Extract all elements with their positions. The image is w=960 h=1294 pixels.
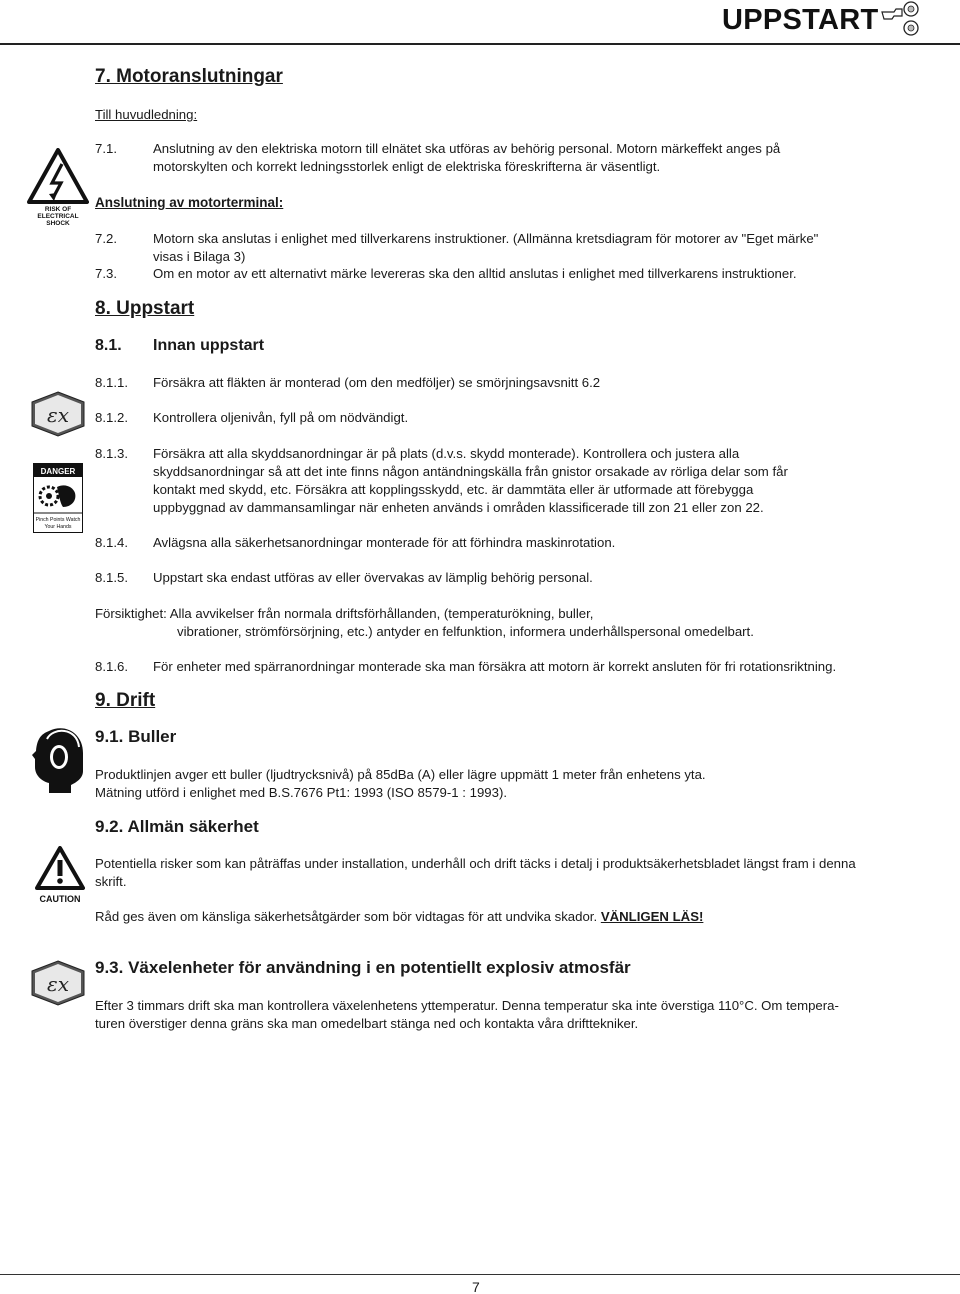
item-7-1-line-2: motorskylten och korrekt ledningsstorlek enligt de elektriska föreskrifterna är väsentligt. [153,159,661,174]
item-8-1-4-number: 8.1.4. [95,535,128,550]
please-read-emphasis: VÄNLIGEN LÄS! [600,909,704,924]
subsection-8-1-title: Innan uppstart [153,337,265,354]
svg-text:εx: εx [46,972,70,996]
item-7-1-number: 7.1. [95,141,117,156]
item-8-1-3-line-4: uppbyggnad av dammansamlingar när enheten används i områden klassificerade till zon 21 eller zon 22. [153,500,764,515]
item-8-1-3-line-2: skyddsanordningar så att det inte finns någon antändningskälla från gnistor orsakade av rörliga delar som får [153,464,788,479]
safety-line-2: skrift. [95,874,127,889]
safety-advice-text: Råd ges även om känsliga säkerhetsåtgärder som bör vidtagas för att undvika skador. [95,909,598,924]
caution-sign-label: CAUTION [39,894,81,904]
item-8-1-1-number: 8.1.1. [95,375,128,390]
item-8-1-3-number: 8.1.3. [95,446,128,461]
atex-ex-icon-2 [31,960,85,1006]
item-7-3-number: 7.3. [95,266,117,281]
electrical-sign-label-1: RISK OF [44,206,72,213]
item-7-2-line-2: visas i Bilaga 3) [153,249,246,264]
pinch-sign-label-2: Your Hands [44,524,72,530]
hearing-protection-icon [31,725,87,795]
motor-terminal-subheading: Anslutning av motorterminal: [95,195,284,210]
page-number: 7 [472,1279,480,1294]
electrical-sign-label-2: ELECTRICAL [37,213,79,220]
danger-sign-label: DANGER [40,467,76,476]
atex-ex-icon [31,391,85,437]
pinch-sign-label-1: Pinch Points Watch [35,517,81,523]
main-contents-link[interactable]: Till huvudledning: [95,107,198,122]
pinch-point-danger-icon [33,463,83,533]
item-8-1-5-number: 8.1.5. [95,570,128,585]
electrical-sign-label-3: SHOCK [46,220,70,227]
item-8-1-3-line-1: Försäkra att alla skyddsanordningar är på plats (d.v.s. skydd monterade). Kontrollera och justera alla [153,446,740,461]
item-8-1-6-text: För enheter med spärranordningar monterade ska man försäkra att motorn är korrekt ansluten för fri rotationsriktning. [153,659,837,674]
caution-warning-icon [35,846,85,906]
electrical-shock-warning-icon [27,148,89,230]
section-8-title: 8. Uppstart [95,298,195,319]
section-7-title: 7. Motoranslutningar [95,66,283,87]
safety-line-1: Potentiella risker som kan påträffas under installation, underhåll och drift täcks i detalj i produktsäkerhetsbladet längst fram i denna [95,856,856,871]
item-7-2-number: 7.2. [95,231,117,246]
item-8-1-3-line-3: kontakt med skydd, etc. Försäkra att kopplingsskydd, etc. är dammtäta eller är utformade att förebygga [153,482,754,497]
item-8-1-2-text: Kontrollera oljenivån, fyll på om nödvändigt. [153,410,409,425]
svg-text:εx: εx [46,403,70,427]
item-8-1-6-number: 8.1.6. [95,659,128,674]
subsection-9-2-title: 9.2. Allmän säkerhet [95,817,259,836]
item-7-2-line-1: Motorn ska anslutas i enlighet med tillverkarens instruktioner. (Allmänna kretsdiagram för motorer av "Eget märke" [153,231,819,246]
caution-note-line-2: vibrationer, strömförsörjning, etc.) antyder en felfunktion, informera underhållspersonal omedelbart. [177,624,754,639]
subsection-8-1-number: 8.1. [95,337,122,354]
gear-settings-icon [880,0,924,38]
section-9-title: 9. Drift [95,690,156,711]
item-8-1-5-text: Uppstart ska endast utföras av eller övervakas av lämplig behörig personal. [153,570,593,585]
explosive-line-1: Efter 3 timmars drift ska man kontrollera växelenhetens yttemperatur. Denna temperatur ska inte överstiga 110°C. Om tempera- [95,998,839,1013]
safety-line-3 [95,908,703,926]
footer-divider [0,1274,960,1275]
item-7-3-line-1: Om en motor av ett alternativt märke levereras ska den alltid anslutas i enlighet med tillverkarens instruktioner. [153,266,797,281]
item-7-1-line-1: Anslutning av den elektriska motorn till elnätet ska utföras av behörig personal. Motorn märkeffekt anges på [153,141,781,156]
header-divider [0,43,960,45]
item-8-1-2-number: 8.1.2. [95,410,128,425]
caution-note-line-1: Försiktighet: Alla avvikelser från normala driftsförhållanden, (temperaturökning, buller, [95,606,594,621]
explosive-line-2: turen överstiger denna gräns ska man omedelbart stänga ned och kontakta våra drifttekniker. [95,1016,639,1031]
noise-line-1: Produktlinjen avger ett buller (ljudtrycksnivå) på 85dBa (A) eller lägre uppmätt 1 meter från enhetens yta. [95,767,706,782]
subsection-9-3-title: 9.3. Växelenheter för användning i en potentiellt explosiv atmosfär [95,958,631,977]
subsection-9-1-title: 9.1. Buller [95,727,177,746]
item-8-1-4-text: Avlägsna alla säkerhetsanordningar monterade för att förhindra maskinrotation. [153,535,616,550]
page-header-title: UPPSTART [722,4,879,36]
noise-line-2: Mätning utförd i enlighet med B.S.7676 Pt1: 1993 (ISO 8579-1 : 1993). [95,785,507,800]
item-8-1-1-text: Försäkra att fläkten är monterad (om den medföljer) se smörjningsavsnitt 6.2 [153,375,601,390]
